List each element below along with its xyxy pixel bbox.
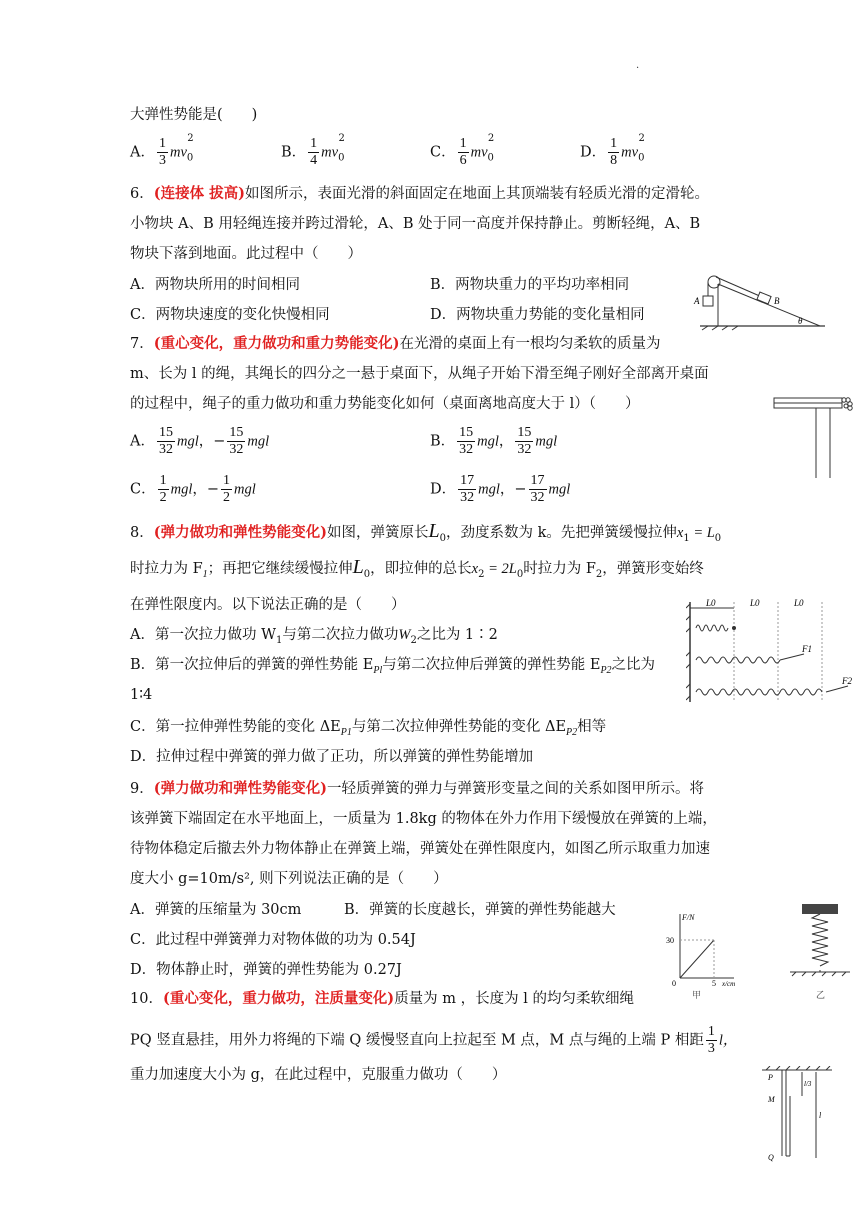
q6-stem-line-3: 物块下落到地面。此过程中（ ） — [130, 246, 362, 262]
q6-option-c[interactable]: C．两物块速度的变化快慢相同 — [130, 307, 330, 323]
q9-caption-a: 甲 — [692, 991, 702, 1001]
q8-fig-f2: F2 — [842, 676, 852, 686]
q6-stem-line-2: 小物块 A、B 用轻绳连接并跨过滑轮，A、B 处于同一高度并保持静止。剪断轻绳，A、B — [130, 216, 701, 232]
q9-stem-line-4: 度大小 g=10m/s², 则下列说法正确的是（ ） — [130, 871, 448, 887]
q9-graph-ylabel: F/N — [682, 913, 695, 922]
q7-option-c[interactable]: C． $\frac{1}{2}$ mgl，− $\frac{1}{2}$ mgl — [130, 473, 256, 505]
q8-fig-l0-2: L0 — [750, 598, 760, 608]
q10-fig-p: P — [768, 1073, 773, 1082]
q8-option-a[interactable]: A．第一次拉力做功 $W_1$与第二次拉力做功$W_2$之比为 1∶2 — [130, 627, 498, 646]
q5-option-c[interactable]: C． $\frac{1}{6}$ $mv_0^2$ — [430, 132, 495, 168]
q6-label-theta: θ — [798, 316, 803, 326]
q9-tag: (弹力做功和弹性势能变化) — [153, 780, 327, 797]
q6-option-b[interactable]: B．两物块重力的平均功率相同 — [430, 277, 630, 293]
q10-fig-q: Q — [768, 1153, 774, 1162]
q8-option-d[interactable]: D．拉伸过程中弹簧的弹力做了正功，所以弹簧的弹性势能增加 — [130, 749, 534, 765]
q10-rope-figure — [756, 1066, 836, 1166]
q5-option-a[interactable]: A． $\frac{1}{3}$ $mv_0^2$ — [130, 132, 194, 168]
q9-option-a[interactable]: A．弹簧的压缩量为 30cm — [130, 902, 302, 918]
q7-stem-line-1: 7．(重心变化，重力做功和重力势能变化)在光滑的桌面上有一根均匀柔软的质量为 — [130, 335, 661, 352]
q10-fig-m: M — [768, 1095, 775, 1104]
q7-stem-line-2: m、长为 l 的绳，其绳长的四分之一悬于桌面下，从绳子开始下滑至绳子刚好全部离开桌面 — [130, 366, 709, 382]
q10-fig-l: l — [819, 1111, 822, 1120]
q5-option-d[interactable]: D． $\frac{1}{8}$ $mv_0^2$ — [580, 132, 645, 168]
q7-option-b[interactable]: B． $\frac{15}{32}$ mgl， $\frac{15}{32}$ mgl — [430, 425, 558, 457]
q7-option-d[interactable]: D． $\frac{17}{32}$ mgl，− $\frac{17}{32}$ mgl — [430, 473, 571, 505]
header-mark: . — [636, 60, 640, 71]
q9-graph-xlabel: x/cm — [722, 980, 736, 988]
q9-spring-stand-figure — [780, 900, 860, 982]
q8-option-b-cont: 1∶4 — [130, 687, 153, 703]
q6-incline-figure — [690, 270, 830, 332]
q8-option-c[interactable]: C．第一拉伸弹性势能的变化 $\Delta E_{P1}$与第二次拉伸弹性势能的变化 $\Delta E_{P2}$相等 — [130, 719, 607, 738]
q7-stem-line-3: 的过程中，绳子的重力做功和重力势能变化如何（桌面离地高度大于 l）（ ） — [130, 396, 640, 412]
q5-option-b[interactable]: B． $\frac{1}{4}$ $mv_0^2$ — [281, 132, 345, 168]
q10-stem-line-1: 10．(重心变化，重力做功，注质量变化)质量为 m ，长度为 l 的均匀柔软细绳 — [130, 990, 635, 1007]
q10-tag: (重心变化，重力做功，注质量变化) — [162, 990, 395, 1007]
q9-option-d[interactable]: D．物体静止时，弹簧的弹性势能为 0.27J — [130, 962, 402, 978]
q7-table-figure — [772, 394, 854, 480]
q9-stem-line-1: 9．(弹力做功和弹性势能变化)一轻质弹簧的弹力与弹簧形变量之间的关系如图甲所示。将 — [130, 780, 704, 797]
q8-option-b[interactable]: B．第一次拉伸后的弹簧的弹性势能 $E_{Pl}$与第二次拉伸后弹簧的弹性势能 $E_{P2}$之比为 — [130, 657, 656, 676]
q8-stem-line-2: 时拉力为 $F_1$；再把它继续缓慢拉伸$L_0$，即拉伸的总长$x_2 = 2L_0$时拉力为 $F_2$，弹簧形变始终 — [130, 556, 704, 580]
q8-stem-line-3: 在弹性限度内。以下说法正确的是（ ） — [130, 597, 406, 613]
q8-stem-line-1: 8．(弹力做功和弹性势能变化)如图，弹簧原长$L_0$，劲度系数为 k。先把弹簧缓慢拉伸$x_1 = L_0$ — [130, 520, 722, 544]
q9-stem-line-2: 该弹簧下端固定在水平地面上，一质量为 1.8kg 的物体在外力作用下缓慢放在弹簧的上端， — [130, 811, 717, 827]
q6-label-b: B — [774, 296, 780, 306]
q10-stem-line-2: PQ 竖直悬挂，用外力将绳的下端 Q 缓慢竖直向上拉起至 M 点，M 点与绳的上端 P 相距 $\frac{1}{3}$ l， — [130, 1024, 738, 1056]
q5-stem-tail: 大弹性势能是( ) — [130, 107, 258, 123]
q8-tag: (弹力做功和弹性势能变化) — [153, 524, 327, 541]
q6-stem-line-1: 6．(连接体 拔高)如图所示，表面光滑的斜面固定在地面上其顶端装有轻质光滑的定滑轮。 — [130, 185, 710, 202]
q7-tag: (重心变化，重力做功和重力势能变化) — [153, 335, 400, 352]
q9-option-b[interactable]: B．弹簧的长度越长，弹簧的弹性势能越大 — [344, 902, 616, 918]
q9-graph-origin: 0 — [672, 979, 676, 988]
q6-label-a: A — [694, 296, 700, 306]
q10-fig-l3: l/3 — [804, 1080, 812, 1088]
q9-stem-line-3: 待物体稳定后撤去外力物体静止在弹簧上端，弹簧处在弹性限度内，如图乙所示取重力加速 — [130, 841, 710, 857]
q9-option-c[interactable]: C．此过程中弹簧弹力对物体做的功为 0.54J — [130, 932, 416, 948]
q9-graph-ytick: 30 — [666, 936, 674, 945]
q8-fig-l0-3: L0 — [794, 598, 804, 608]
q6-tag: (连接体 拔高) — [153, 185, 246, 202]
q6-option-a[interactable]: A．两物块所用的时间相同 — [130, 277, 300, 293]
q8-spring-figure — [686, 598, 858, 708]
q9-caption-b: 乙 — [816, 991, 826, 1001]
q6-option-d[interactable]: D．两物块重力势能的变化量相同 — [430, 307, 645, 323]
q8-fig-f1: F1 — [802, 644, 812, 654]
q9-graph-figure — [660, 908, 740, 988]
q7-option-a[interactable]: A． $\frac{15}{32}$ mgl，− $\frac{15}{32}$ mgl — [130, 425, 270, 457]
q9-graph-xtick: 5 — [712, 979, 716, 988]
q8-fig-l0-1: L0 — [706, 598, 716, 608]
q10-stem-line-3: 重力加速度大小为 g，在此过程中，克服重力做功（ ） — [130, 1067, 507, 1083]
